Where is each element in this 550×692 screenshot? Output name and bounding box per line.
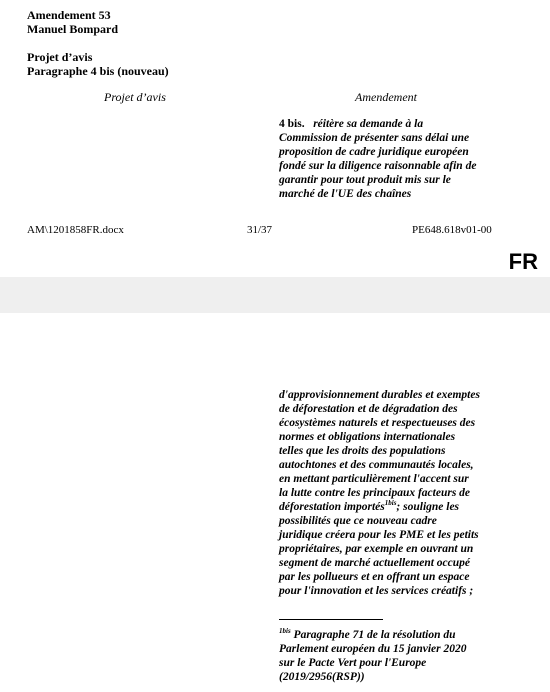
amendment-number: 4 bis. (279, 118, 305, 130)
footer-page-number: 31/37 (247, 224, 273, 236)
footer-reference: PE648.618v01-00 (412, 224, 492, 236)
language-code: FR (508, 249, 538, 274)
paragraph-label: Paragraphe 4 bis (nouveau) (27, 64, 169, 78)
amendment-text-page1 (279, 117, 507, 201)
footnote-reference: 1bis (384, 499, 397, 508)
footer-file-name: AM\1201858FR.docx (27, 224, 124, 236)
amendment-label: Amendement 53 (27, 8, 111, 22)
footnote-rule (279, 619, 383, 620)
column-header-amendment: Amendement (355, 90, 417, 104)
author-name: Manuel Bompard (27, 22, 119, 36)
draft-label: Projet d’avis (27, 50, 93, 64)
footnote (279, 628, 507, 684)
footnote-marker: 1bis (279, 627, 291, 636)
amendment-body-page1: réitère sa demande à la Commission de présenter sans délai une proposition de cadre juridique européen fondé sur la diligence raisonnable afin de garantir pour tout produit mis sur le marché de l'UE des chaînes (279, 118, 477, 200)
footnote-text: Paragraphe 71 de la résolution du Parlement européen du 15 janvier 2020 sur le Pacte Vert pour l'Europe (2019/2956(RSP)) (279, 629, 467, 683)
amendment-body-page2-b: ; souligne les possibilités que ce nouveau cadre juridique créera pour les PME et les petits propriétaires, par exemple en ouvrant un segment de marché actuellement occupé par les pollueurs et en offrant un espace pour l'innovation et les services créatifs ; (279, 501, 479, 597)
amendment-body-page2-a: d'approvisionnement durables et exemptes de déforestation et de dégradation des écosystèmes naturels et respectueuses des normes et obligations internationales telles que les droits des populations autochtones et des communautés locales, en mettant particulièrement l'accent sur la lutte contre les principaux facteurs de déforestation importés (279, 389, 480, 513)
column-header-draft: Projet d’avis (104, 90, 166, 104)
page-separator (0, 277, 550, 313)
amendment-text-page2 (279, 388, 507, 598)
